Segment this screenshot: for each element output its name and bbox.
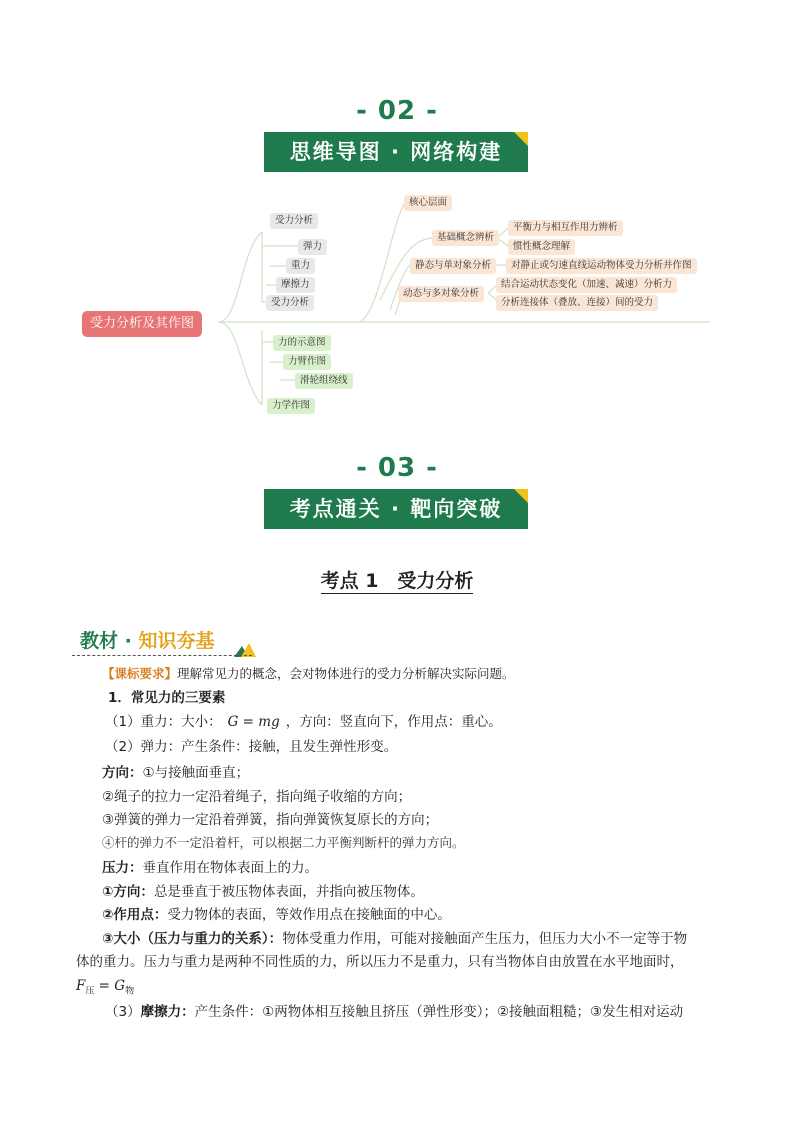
textbook-badge [80,626,214,653]
mindmap-node-friction: 摩擦力 [276,277,315,293]
mindmap-node-force-diagram: 力的示意图 [273,335,331,351]
gravity-rest: ，方向：竖直向下，作用点：重心。 [285,714,502,730]
mindmap-item-balance: 平衡力与相互作用力辨析 [508,220,623,236]
mindmap-node-gravity: 重力 [286,258,315,274]
direction-line [102,763,249,783]
pressure-magnitude-cont: 体的重力。压力与重力是两种不同性质的力，所以压力不是重力，只有当物体自由放置在水平地面时， [76,954,684,970]
direction-2: ②绳子的拉力一定沿着绳子，指向绳子收缩的方向； [102,789,412,805]
banner-corner-decoration [514,489,528,503]
mindmap-upper-label: 受力分析 [270,213,318,229]
topic-title [0,566,794,593]
mindmap-item-connected-bodies: 分析连接体（叠放、连接）间的受力 [496,295,658,311]
gravity-prefix: （1） [105,714,141,730]
direction-label: 方向： [102,765,143,781]
gravity-size-label: 大小： [181,714,222,730]
elastic-line [105,737,397,757]
mindmap-group-dynamic: 动态与多对象分析 [398,286,484,302]
mindmap-group-static: 静态与单对象分析 [410,258,496,274]
mindmap-connectors [0,190,794,420]
pressure-point-label: ②作用点： [102,907,168,923]
formula-F: F [76,978,86,994]
pressure-formula [76,976,134,1002]
section-banner-mindmap [264,132,528,172]
direction-3: ③弹簧的弹力一定沿着弹簧，指向弹簧恢复原长的方向； [102,812,439,828]
friction-prefix: （3） [105,1004,141,1020]
pressure-text: 垂直作用在物体表面上的力。 [142,860,318,876]
pressure-magnitude-label: ③大小（压力与重力的关系）： [102,931,283,947]
curriculum-requirement [102,664,515,684]
gravity-label: 重力： [140,714,182,730]
pressure-magnitude-text: 物体受重力作用，可能对接触面产生压力，但压力大小不一定等于物 [282,931,688,947]
mindmap-right-label: 核心层面 [404,195,452,211]
mindmap-item-static-analysis: 对静止或匀速直线运动物体受力分析并作图 [506,258,697,274]
mindmap-item-motion-change: 结合运动状态变化（加速、减速）分析力 [496,277,677,293]
mindmap-root: 受力分析及其作图 [82,311,202,337]
formula-F-sub: 压 [85,986,95,997]
gravity-formula: G = mg [227,714,280,730]
topic-title-text: 考点 1 受力分析 [320,570,474,592]
elastic-text: 产生条件：接触，且发生弹性形变。 [181,739,398,755]
pressure-point-text: 受力物体的表面，等效作用点在接触面的中心。 [167,907,451,923]
badge-dot: · [118,630,139,652]
gravity-line [105,712,502,732]
heading-three-elements: 1．常见力的三要素 [108,690,226,706]
pressure-magnitude [102,929,687,949]
section-title: 思维导图 · 网络构建 [289,140,503,164]
friction-label: 摩擦力： [140,1004,195,1020]
mindmap-group-basic: 基础概念辨析 [432,230,499,246]
pressure-line [102,858,318,878]
pressure-direction-label: ①方向： [102,884,154,900]
direction-4: ④杆的弹力不一定沿着杆，可以根据二力平衡判断杆的弹力方向。 [102,835,465,850]
banner-corner-decoration [514,132,528,146]
friction-text: 产生条件：①两物体相互接触且挤压（弹性形变）；②接触面粗糙；③发生相对运动 [194,1004,684,1020]
mindmap-node-elastic: 弹力 [298,239,327,255]
formula-eq: = [94,978,115,994]
badge-part2: 知识夯基 [138,630,215,652]
mindmap-node-force-analysis: 受力分析 [266,295,314,311]
badge-part1: 教材 [80,630,119,652]
mindmap-lower-label: 力学作图 [267,398,315,414]
mindmap-node-pulley: 滑轮组绕线 [295,373,353,389]
section-number-02: - 02 - [356,96,438,126]
elastic-label: 弹力： [140,739,182,755]
pressure-direction-text: 总是垂直于被压物体表面，并指向被压物体。 [153,884,424,900]
pressure-direction [102,882,424,902]
elastic-prefix: （2） [105,739,141,755]
badge-underline [72,655,252,656]
friction-line [105,1002,683,1022]
formula-G-sub: 物 [125,986,135,997]
formula-G: G [114,978,126,994]
req-text: 理解常见力的概念，会对物体进行的受力分析解决实际问题。 [177,666,515,681]
section-banner-topics [264,489,528,529]
pressure-point [102,905,451,925]
pressure-label: 压力： [102,860,143,876]
mindmap-node-lever-arm: 力臂作图 [283,354,331,370]
req-label: 【课标要求】 [102,666,178,681]
direction-1: ①与接触面垂直； [142,765,250,781]
section-number-03: - 03 - [356,453,438,483]
mindmap-item-inertia: 惯性概念理解 [508,239,575,255]
section-title: 考点通关 · 靶向突破 [289,497,503,521]
